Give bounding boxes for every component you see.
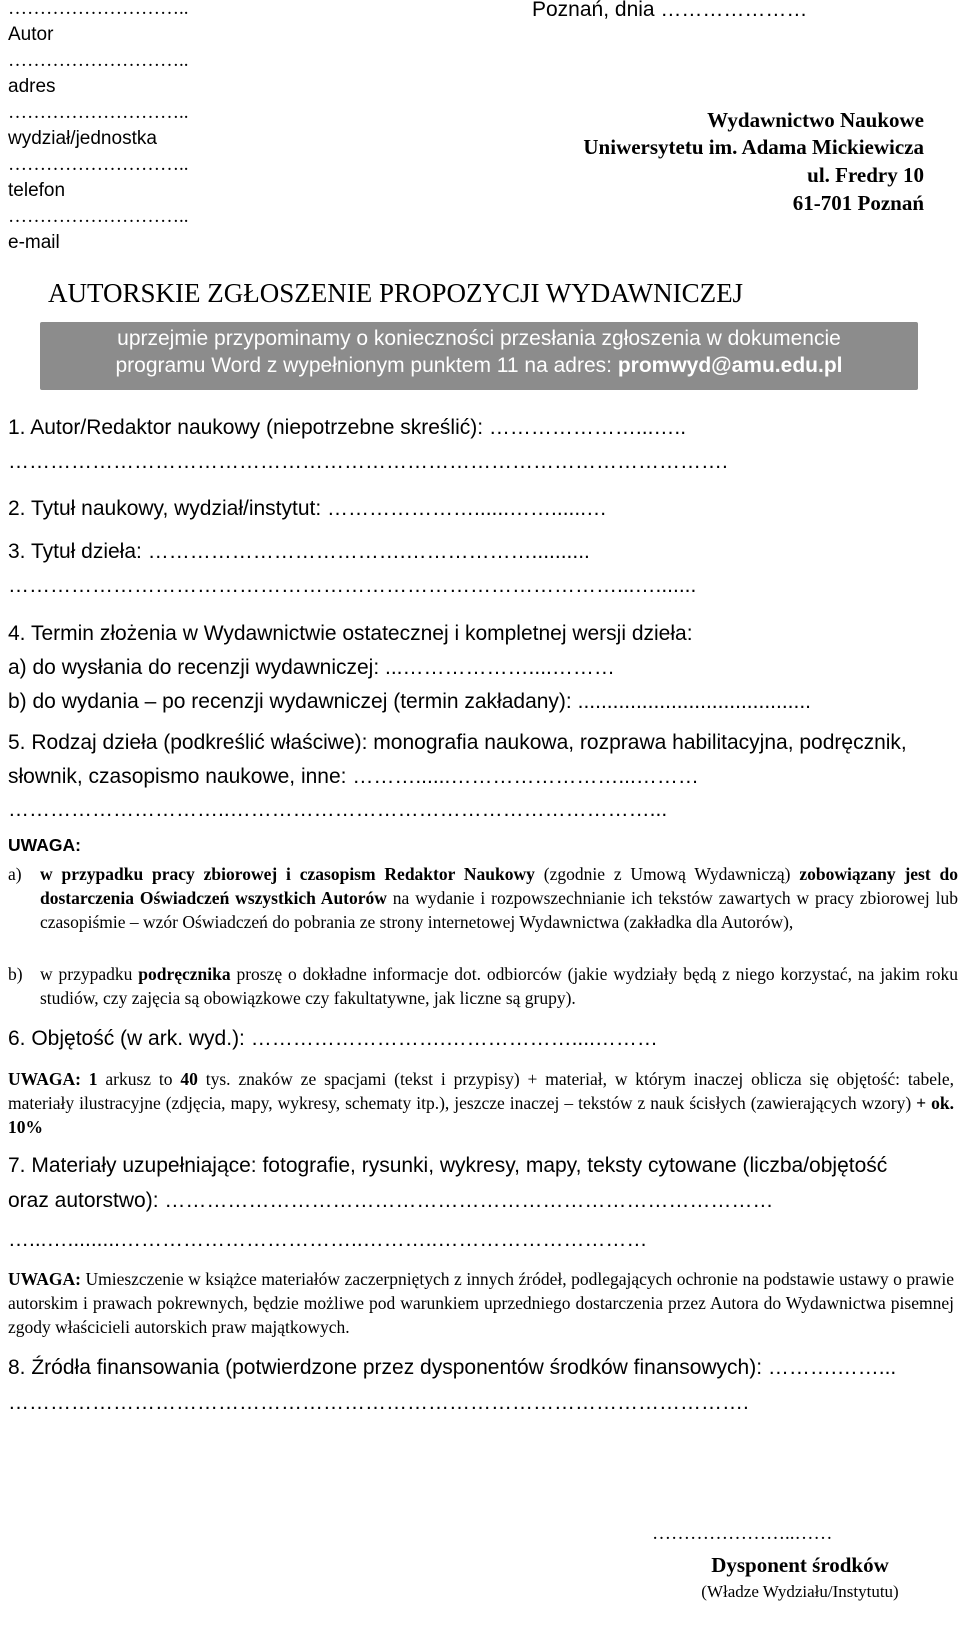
uwaga-1-a-bold-1: w przypadku pracy zbiorowej i czasopism Redaktor Naukowy bbox=[40, 864, 535, 884]
item-5-line-2 bbox=[8, 765, 699, 789]
uwaga-1-b-body bbox=[40, 962, 958, 1010]
item-7-line-1: 7. Materiały uzupełniające: fotografie, rysunki, wykresy, mapy, teksty cytowane (liczba/objętość bbox=[8, 1154, 888, 1177]
uwaga-1-item-a bbox=[8, 862, 958, 934]
recipient-line-3: ul. Fredry 10 bbox=[807, 163, 924, 187]
email-dots: ……………………….. bbox=[8, 206, 189, 227]
uwaga-1-b-bold: podręcznika bbox=[138, 964, 231, 984]
uwaga-1-a-text-2: na wydanie i rozpowszechnianie ich tekstów zawartych w pracy zbiorowej lub czasopiśmie – wzór Oświadczeń do pobrania ze strony internetowej Wydawnictwa (zakładka dla Autorów), bbox=[40, 888, 958, 932]
item-3 bbox=[8, 540, 590, 564]
item-6-label: 6. Objętość (w ark. wyd.): bbox=[8, 1027, 251, 1050]
uwaga-2 bbox=[8, 1067, 954, 1139]
recipient-line-4: 61-701 Poznań bbox=[792, 191, 924, 215]
item-5-dots-1: ………......……………………...……… bbox=[352, 765, 699, 788]
item-2-label: 2. Tytuł naukowy, wydział/instytut: bbox=[8, 497, 328, 520]
item-1-dots-2: …………………………………………………………………………………………. bbox=[8, 450, 728, 473]
item-8 bbox=[8, 1356, 896, 1380]
uwaga-1-item-b bbox=[8, 962, 958, 1010]
item-5-dots-2: …………………………..……………………………………………………... bbox=[8, 798, 668, 821]
item-7-line-2 bbox=[8, 1189, 773, 1213]
notice-line-2-text: programu Word z wypełnionym punktem 11 na adres: bbox=[115, 354, 618, 377]
notice-line-1: uprzejmie przypominamy o konieczności przesłania zgłoszenia w dokumencie bbox=[117, 327, 841, 350]
uwaga-2-bold-2: + ok. 10% bbox=[8, 1093, 954, 1137]
item-8-dots-1: ……….……... bbox=[767, 1356, 897, 1379]
author-label: Autor bbox=[8, 24, 54, 45]
notice-email: promwyd@amu.edu.pl bbox=[617, 354, 843, 377]
faculty-dots: ……………………….. bbox=[8, 102, 189, 123]
uwaga-3-text: Umieszczenie w książce materiałów zaczerpniętych z innych źródeł, podlegających ochronie na podstawie ustawy o prawie autorskim i prawach pokrewnych, będzie możliwe pod warunkiem uprzedniego dostarczenia przez Autora do Wydawnictwa pisemnej zgody właścicieli autorskich praw majątkowych. bbox=[8, 1269, 954, 1337]
email-label: e-mail bbox=[8, 232, 60, 253]
uwaga-1-a-bold-2: zobowiązany jest do dostarczenia Oświadczeń wszystkich Autorów bbox=[40, 864, 959, 908]
item-4-label: 4. Termin złożenia w Wydawnictwie ostatecznej i kompletnej wersji dzieła: bbox=[8, 622, 693, 645]
item-8-dots-2: ……………………………………………………………………………………………. bbox=[8, 1391, 749, 1414]
item-1-dots-1: …………………...….. bbox=[488, 416, 687, 439]
faculty-label: wydział/jednostka bbox=[8, 128, 157, 149]
item-5-line-1: 5. Rodzaj dzieła (podkreślić właściwe): monografia naukowa, rozprawa habilitacyjna, podręcznik, bbox=[8, 731, 907, 754]
item-5-line-2-text: słownik, czasopismo naukowe, inne: bbox=[8, 765, 353, 788]
item-4b-dots: ........................................ bbox=[577, 690, 811, 713]
author-dots: ……………………….. bbox=[8, 0, 189, 19]
signature-title: Dysponent środków bbox=[711, 1553, 889, 1577]
phone-dots: ……………………….. bbox=[8, 154, 189, 175]
uwaga-1-b-text-1: w przypadku bbox=[40, 964, 139, 984]
item-6-dots: ……………………….………………....……… bbox=[250, 1027, 658, 1050]
item-4b bbox=[8, 690, 811, 714]
uwaga-1-heading: UWAGA: bbox=[8, 835, 81, 855]
item-3-dots-1: ……………………………….……………….......... bbox=[147, 540, 590, 563]
item-7-line-2-text: oraz autorstwo): bbox=[8, 1189, 165, 1212]
item-4a-dots: ...………………....……… bbox=[385, 656, 615, 679]
uwaga-3-heading: UWAGA: bbox=[8, 1269, 81, 1289]
uwaga-1-a-text-1: (zgodnie z Umową Wydawniczą) bbox=[534, 864, 800, 884]
place-date: Poznań, dnia ………………… bbox=[532, 0, 808, 21]
item-2 bbox=[8, 497, 607, 521]
notice-box bbox=[40, 322, 918, 390]
page-title: AUTORSKIE ZGŁOSZENIE PROPOZYCJI WYDAWNICZEJ bbox=[48, 278, 744, 308]
item-7-dots-1: …………………………………………………………………………… bbox=[164, 1189, 774, 1212]
item-3-label: 3. Tytuł dzieła: bbox=[8, 540, 148, 563]
signature-dots: …………………..…… bbox=[652, 1523, 833, 1544]
item-4a-label: a) do wysłania do recenzji wydawniczej: bbox=[8, 656, 386, 679]
item-2-dots: …………………......……......… bbox=[327, 497, 608, 520]
item-1 bbox=[8, 416, 686, 440]
address-dots: ……………………….. bbox=[8, 50, 189, 71]
item-3-dots-2: ……………………………………………………………………………...…....... bbox=[8, 574, 697, 597]
address-label: adres bbox=[8, 76, 56, 97]
uwaga-1-a-body bbox=[40, 862, 958, 934]
signature-subtitle: (Władze Wydziału/Instytutu) bbox=[701, 1582, 899, 1601]
phone-label: telefon bbox=[8, 180, 66, 201]
recipient-line-2: Uniwersytetu im. Adama Mickiewicza bbox=[583, 135, 924, 159]
uwaga-2-text-1: arkusz to bbox=[97, 1069, 181, 1089]
uwaga-2-text-2: tys. znaków ze spacjami (tekst i przypisy) + materiał, w którym inaczej oblicza się objętość: tabele, materiały ilustracyjne (zdjęcia, mapy, wykresy, schematy itp.), jeszcze inaczej – tekstów z nauk ścisłych (zawierających wzory) bbox=[8, 1069, 954, 1113]
uwaga-1-b-text-2: proszę o dokładne informacje dot. odbiorców (jakie wydziały będą z niego korzystać, na jakim roku studiów, czy zajęcia są obowiązkowe czy fakultatywne, jak liczne są grupy). bbox=[40, 964, 958, 1008]
notice-line-2 bbox=[40, 354, 918, 378]
item-1-label: 1. Autor/Redaktor naukowy (niepotrzebne skreślić): bbox=[8, 416, 489, 439]
uwaga-2-heading: UWAGA: 1 bbox=[8, 1069, 98, 1089]
item-6 bbox=[8, 1027, 658, 1051]
uwaga-2-bold-1: 40 bbox=[180, 1069, 198, 1089]
item-4a bbox=[8, 656, 615, 680]
uwaga-1-a-label: a) bbox=[8, 864, 22, 884]
uwaga-1-b-label: b) bbox=[8, 964, 23, 984]
uwaga-3 bbox=[8, 1267, 954, 1339]
item-4b-label: b) do wydania – po recenzji wydawniczej (termin zakładany): bbox=[8, 690, 578, 713]
recipient-line-1: Wydawnictwo Naukowe bbox=[707, 108, 924, 132]
item-8-label: 8. Źródła finansowania (potwierdzone przez dysponentów środków finansowych): bbox=[8, 1356, 768, 1379]
item-7-dots-2: …...….........……………………………..………..………………………… bbox=[8, 1228, 648, 1251]
